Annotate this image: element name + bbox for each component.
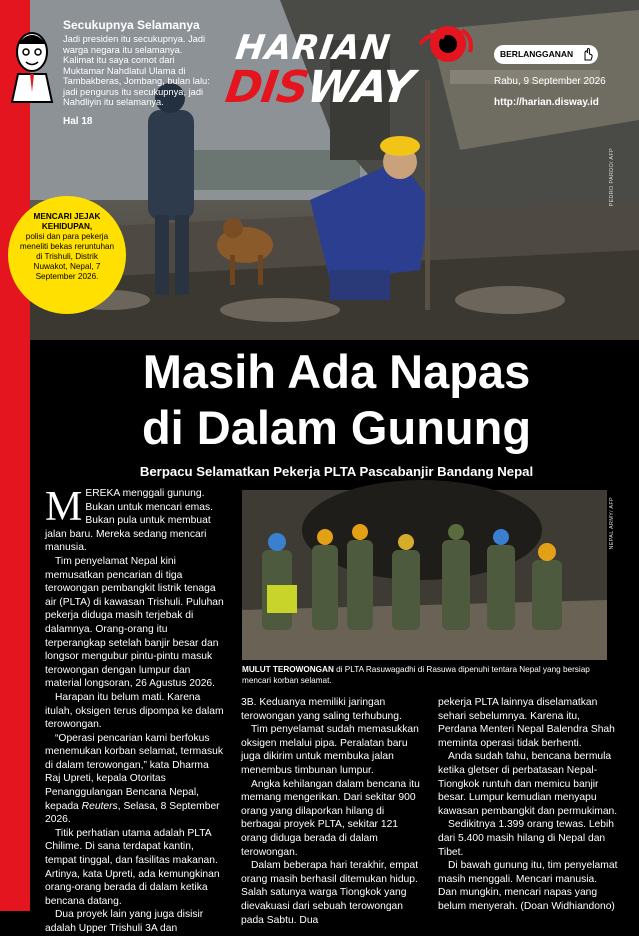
tunnel-caption-body: di PLTA Rasuwagadhi di Rasuwa dipenuhi tentara Nepal yang bersiap mencari korban selamat. <box>242 665 590 685</box>
paragraph: Tim penyelamat sudah memasukkan oksigen melalui pipa. Peralatan baru juga dikirim untuk membuka jalan menembus timbunan lumpur. <box>241 724 419 776</box>
hero-caption-head: MENCARI JEJAK KEHIDUPAN, <box>33 212 101 231</box>
paragraph: Anda sudah tahu, bencana bermula ketika gletser di perbatasan Nepal-Tiongkok runtuh dan memicu banjir besar. Lumpur kemudian menyapu kawasan pembangkit dan permukiman. <box>438 751 618 817</box>
paragraph: Angka kehilangan dalam bencana itu memang mengerikan. Dari sekitar 900 orang yang dilaporkan hilang di berbagai proyek PLTA, sekitar 121 orang diduga berada di dalam terowongan. <box>241 778 420 858</box>
masthead-logo[interactable] <box>222 26 480 113</box>
hero-photo-credit: PEDRO PARDO/ AFP <box>609 148 615 207</box>
headline-line-1: Masih Ada Napas <box>142 345 531 398</box>
pointer-hand-icon <box>580 47 594 61</box>
site-url-link[interactable]: http://harian.disway.id <box>494 97 599 108</box>
paragraph: Dalam beberapa hari terakhir, empat orang masih berhasil ditemukan hidup. Salah satunya warga Tiongkok yang dievakuasi dari sebuah terowongan pada Sabtu. Dua <box>241 860 419 926</box>
tunnel-caption-head: MULUT TEROWONGAN <box>242 665 334 674</box>
subscribe-label: BERLANGGANAN <box>500 49 574 59</box>
quote-text: “Operasi pencarian kami berfokus menemukan korban selamat, termasuk di dalam terowongan,” kata Dharma Raj Upreti, kepala Otoritas Penanggulangan Bencana Nepal, kepada <box>45 732 223 812</box>
lead-paragraph <box>45 484 225 555</box>
article-column-3 <box>438 696 618 914</box>
brand-dis: DIS <box>222 62 312 113</box>
quote-source: Reuters <box>81 800 118 812</box>
brand-way: WAY <box>304 62 417 113</box>
paragraph: Harapan itu belum mati. Karena itulah, oksigen terus dipompa ke dalam terowongan. <box>45 691 224 731</box>
paragraph: Tim penyelamat Nepal kini memusatkan pencarian di tiga terowongan pembangkit listrik tenaga air (PLTA) di kawasan Trishuli. Puluhan pekerja diduga masih terjebak di dalamnya. Orang-orang itu terperangkap setelah banjir besar dan longsor mengubur pintu-pintu masuk terowongan dengan lumpur dan material longsoran, 26 Agustus 2026. <box>45 555 224 690</box>
columnist-text: Jadi presiden itu secukupnya. Jadi warga negara itu selamanya. Kalimat itu saya comot dari Muktamar Nahdlatul Ulama di Tambakberas, Jombang, bulan lalu: jadi pengurus itu secukupnya, jadi Nahdliyin itu selamanya. <box>63 34 210 107</box>
lead-rest: menggali gunung. Bukan untuk mencari emas. Bukan pula untuk membuat jalan baru. Mereka sedang mencari manusia. <box>45 488 213 554</box>
disway-mark-icon <box>418 22 476 66</box>
dropcap: M <box>45 484 83 530</box>
columnist-title: Secukupnya Selamanya <box>63 18 200 32</box>
tunnel-photo-credit: NEPAL ARMY/ AFP <box>609 497 615 550</box>
columnist-portrait-icon <box>8 22 56 102</box>
tunnel-photo-caption <box>242 664 612 686</box>
brand-disway <box>222 62 416 113</box>
hero-caption-body: polisi dan para pekerja meneliti bekas reruntuhan di Trishuli, Distrik Nuwakot, Nepal, 7 September 2026. <box>19 232 115 281</box>
paragraph: Di bawah gunung itu, tim penyelamat masih menggali. Mencari manusia. Dan mungkin, mencari napas yang belum menyerah. (Doan Widhiandono) <box>438 860 618 912</box>
tunnel-photo <box>242 490 607 660</box>
paragraph: 3B. Keduanya memiliki jaringan terowongan yang saling terhubung. <box>241 697 402 722</box>
red-side-bar <box>0 0 30 911</box>
paragraph: pekerja PLTA lainnya diselamatkan sehari sebelumnya. Karena itu, Perdana Menteri Nepal Balendra Shah meminta operasi tidak berhenti. <box>438 697 615 749</box>
headline-line-2: di Dalam Gunung <box>141 401 532 454</box>
lead-caps: EREKA <box>85 488 120 499</box>
paragraph: Titik perhatian utama adalah PLTA Chilime. Di sana terdapat kantin, tempat tinggal, dan fasilitas makanan. Artinya, kata Upreti, ada kemungkinan orang-orang berada di dalam ketika bencana datang. <box>45 827 220 907</box>
quote-date: , Selasa, 8 September 2026. <box>45 800 220 826</box>
paragraph: Dua proyek lain yang juga disisir adalah Upper Trishuli 3A dan <box>45 909 204 934</box>
brand-harian: HARIAN <box>233 28 394 68</box>
columnist-page-ref: Hal 18 <box>63 116 93 127</box>
headline <box>34 344 639 456</box>
subscribe-button[interactable] <box>494 45 598 64</box>
paragraph: Sedikitnya 1.399 orang tewas. Lebih dari 5.400 masih hilang di Nepal dan Tibet. <box>438 819 615 858</box>
hero-caption-circle <box>8 196 126 314</box>
subheadline: Berpacu Selamatkan Pekerja PLTA Pascabanjir Bandang Nepal <box>139 464 534 479</box>
columnist-box[interactable] <box>8 18 213 127</box>
issue-date: Rabu, 9 September 2026 <box>494 76 606 87</box>
article-column-1 <box>45 484 225 936</box>
article-column-2 <box>241 696 421 927</box>
paragraph-quote <box>45 732 225 827</box>
